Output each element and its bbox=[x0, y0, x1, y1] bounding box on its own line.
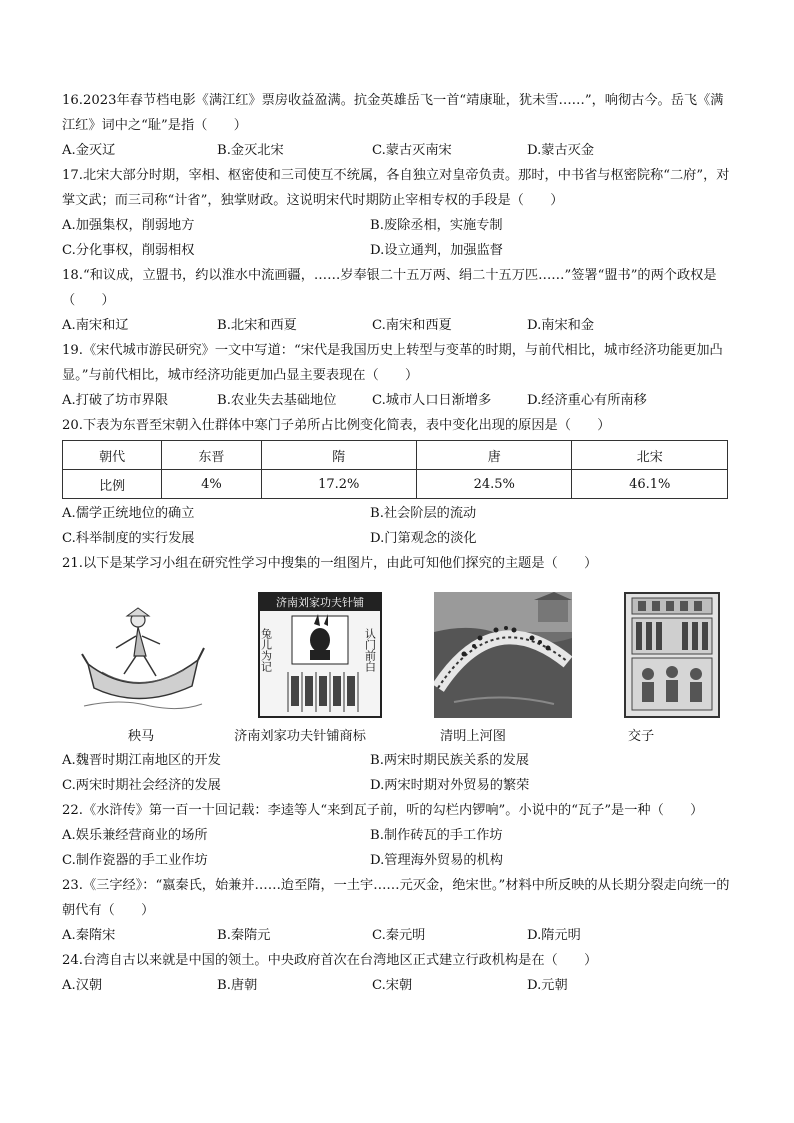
option-b[interactable]: B.金灭北宋 bbox=[217, 143, 284, 158]
table-cell: 17.2% bbox=[261, 470, 416, 499]
table-header-row bbox=[63, 441, 728, 470]
image-captions bbox=[62, 726, 728, 748]
options-20 bbox=[62, 501, 730, 526]
option-b[interactable]: B.唐朝 bbox=[217, 978, 258, 993]
qingming-painting-icon bbox=[434, 592, 572, 718]
qingming-painting-image bbox=[434, 592, 572, 718]
question-20: 20.下表为东晋至宋朝入仕群体中寒门子弟所占比例变化简表，表中变化出现的原因是（ ） bbox=[62, 418, 611, 433]
question-24: 24.台湾自古以来就是中国的领土。中央政府首次在台湾地区正式建立行政机构是在（ ） bbox=[62, 953, 598, 968]
table-header-cell: 隋 bbox=[261, 441, 416, 470]
option-c[interactable]: C.秦元明 bbox=[372, 928, 426, 943]
option-d[interactable]: D.门第观念的淡化 bbox=[370, 531, 477, 546]
option-a[interactable]: A.娱乐兼经营商业的场所 bbox=[62, 828, 208, 843]
needle-shop-trademark-icon bbox=[258, 592, 382, 718]
option-d[interactable]: D.设立通判，加强监督 bbox=[370, 243, 503, 258]
option-b[interactable]: B.两宋时期民族关系的发展 bbox=[370, 753, 529, 768]
option-d[interactable]: D.蒙古灭金 bbox=[527, 143, 595, 158]
options-19 bbox=[62, 388, 730, 413]
option-d[interactable]: D.两宋时期对外贸易的繁荣 bbox=[370, 778, 530, 793]
option-b[interactable]: B.农业失去基础地位 bbox=[217, 393, 337, 408]
question-22: 22.《水浒传》第一百一十回记载：李逵等人“来到瓦子前，听的勾栏内锣响”。小说中的“瓦子”是一种（ ） bbox=[62, 803, 704, 818]
option-c[interactable]: C.蒙古灭南宋 bbox=[372, 143, 452, 158]
option-a[interactable]: A.金灭辽 bbox=[62, 143, 116, 158]
option-b[interactable]: B.废除丞相，实施专制 bbox=[370, 218, 503, 233]
option-b[interactable]: B.北宋和西夏 bbox=[217, 318, 297, 333]
question-16: 16.2023年春节档电影《满江红》票房收益盈满。抗金英雄岳飞一首“靖康耻，犹未雪……”，响彻古今。岳飞《满江红》词中之“耻”是指（ ） bbox=[62, 93, 724, 133]
caption-jiaozi: 交子 bbox=[627, 729, 655, 744]
caption-needle-shop: 济南刘家功夫针铺商标 bbox=[234, 729, 366, 744]
option-c[interactable]: C.南宋和西夏 bbox=[372, 318, 452, 333]
option-c[interactable]: C.两宋时期社会经济的发展 bbox=[62, 778, 221, 793]
table-cell: 46.1% bbox=[572, 470, 728, 499]
option-c[interactable]: C.制作瓷器的手工业作坊 bbox=[62, 853, 208, 868]
option-a[interactable]: A.魏晋时期江南地区的开发 bbox=[62, 753, 221, 768]
options-16 bbox=[62, 138, 730, 163]
table-header-cell: 北宋 bbox=[572, 441, 728, 470]
table-header-cell: 朝代 bbox=[63, 441, 162, 470]
option-c[interactable]: C.城市人口日渐增多 bbox=[372, 393, 492, 408]
option-c[interactable]: C.宋朝 bbox=[372, 978, 413, 993]
dynasty-ratio-table bbox=[62, 440, 728, 499]
table-header-cell: 东晋 bbox=[162, 441, 261, 470]
table-row bbox=[63, 470, 728, 499]
seedling-horse-icon bbox=[80, 606, 206, 718]
options-21 bbox=[62, 748, 730, 773]
caption-seedling-horse: 秧马 bbox=[127, 729, 155, 744]
table-cell: 24.5% bbox=[417, 470, 572, 499]
table-cell: 4% bbox=[162, 470, 261, 499]
options-22 bbox=[62, 823, 730, 848]
option-a[interactable]: A.儒学正统地位的确立 bbox=[62, 506, 195, 521]
jiaozi-banknote-image bbox=[624, 592, 720, 718]
options-24 bbox=[62, 973, 730, 998]
image-row bbox=[80, 590, 720, 718]
table-cell: 比例 bbox=[63, 470, 162, 499]
caption-qingming: 清明上河图 bbox=[440, 729, 506, 744]
option-a[interactable]: A.打破了坊市界限 bbox=[62, 393, 169, 408]
options-23 bbox=[62, 923, 730, 948]
option-d[interactable]: D.管理海外贸易的机构 bbox=[370, 853, 503, 868]
option-a[interactable]: A.南宋和辽 bbox=[62, 318, 129, 333]
question-23: 23.《三字经》：“嬴秦氏，始兼并……迨至隋，一土宇……元灭金，绝宋世。”材料中所反映的从长期分裂走向统一的朝代有（ ） bbox=[62, 878, 730, 918]
option-a[interactable]: A.秦隋宋 bbox=[62, 928, 116, 943]
option-c[interactable]: C.科举制度的实行发展 bbox=[62, 531, 195, 546]
option-a[interactable]: A.加强集权，削弱地方 bbox=[62, 218, 195, 233]
table-header-cell: 唐 bbox=[417, 441, 572, 470]
options-22-row2 bbox=[62, 848, 730, 873]
option-d[interactable]: D.隋元明 bbox=[527, 928, 581, 943]
jiaozi-banknote-icon bbox=[624, 592, 720, 718]
options-20-row2 bbox=[62, 526, 730, 551]
trademark-top-text: 济南刘家功夫针铺 bbox=[276, 596, 364, 609]
question-19: 19.《宋代城市游民研究》一文中写道：“宋代是我国历史上转型与变革的时期，与前代相比，城市经济功能更加凸显。”与前代相比，城市经济功能更加凸显主要表现在（ ） bbox=[62, 343, 723, 383]
option-d[interactable]: D.元朝 bbox=[527, 978, 568, 993]
options-18 bbox=[62, 313, 730, 338]
needle-shop-trademark-image bbox=[258, 592, 382, 718]
option-c[interactable]: C.分化事权，削弱相权 bbox=[62, 243, 195, 258]
question-17: 17.北宋大部分时期，宰相、枢密使和三司使互不统属，各自独立对皇帝负责。那时，中书省与枢密院称“二府”，对掌文武；而三司称“计省”，独掌财政。这说明宋代时期防止宰相专权的手段是（ ） bbox=[62, 168, 730, 208]
option-a[interactable]: A.汉朝 bbox=[62, 978, 103, 993]
question-18: 18.“和议成，立盟书，约以淮水中流画疆，……岁奉银二十五万两、绢二十五万匹……”签署“盟书”的两个政权是（ ） bbox=[62, 268, 717, 308]
option-b[interactable]: B.社会阶层的流动 bbox=[370, 506, 477, 521]
option-d[interactable]: D.南宋和金 bbox=[527, 318, 595, 333]
option-d[interactable]: D.经济重心有所南移 bbox=[527, 393, 647, 408]
options-21-row2 bbox=[62, 773, 730, 798]
option-b[interactable]: B.秦隋元 bbox=[217, 928, 271, 943]
options-17-row2 bbox=[62, 238, 730, 263]
options-17 bbox=[62, 213, 730, 238]
seedling-horse-image bbox=[80, 606, 206, 718]
option-b[interactable]: B.制作砖瓦的手工作坊 bbox=[370, 828, 503, 843]
trademark-left-text: 兔儿为记 bbox=[259, 628, 273, 672]
question-21: 21.以下是某学习小组在研究性学习中搜集的一组图片，由此可知他们探究的主题是（ ） bbox=[62, 556, 598, 571]
trademark-right-text: 认门前白 bbox=[363, 628, 377, 672]
exam-page bbox=[62, 88, 730, 998]
